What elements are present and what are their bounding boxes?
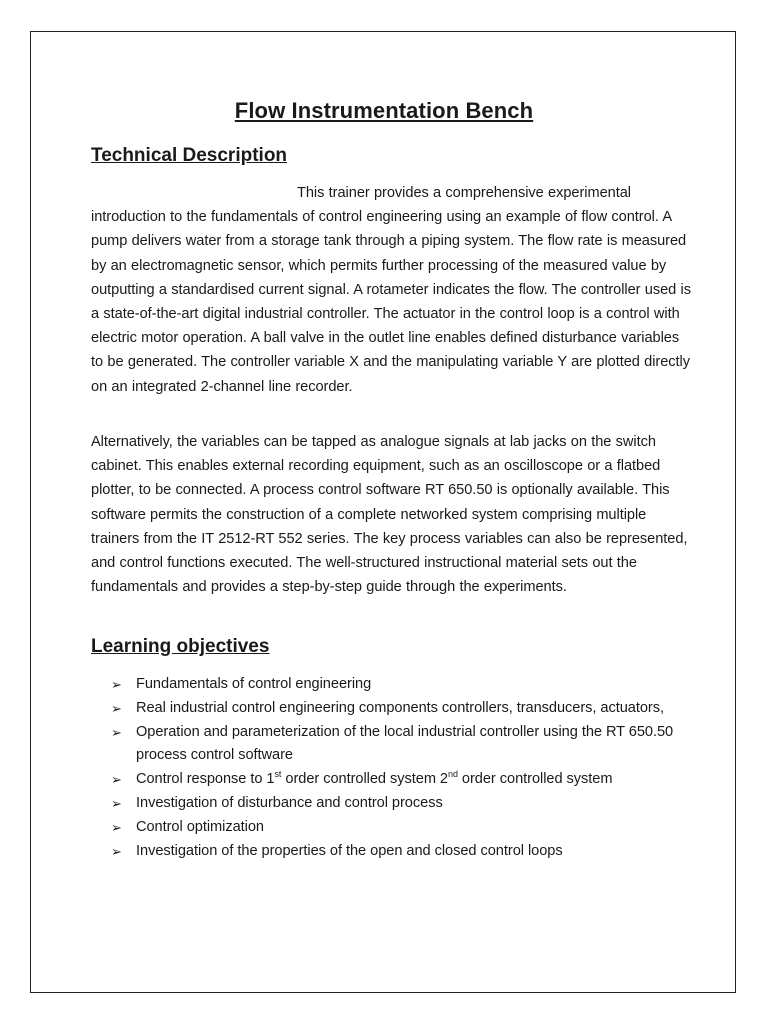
objective-item [111,697,701,721]
superscript-nd: nd [448,769,458,780]
technical-description-heading: Technical Description [91,145,288,166]
objective-text-part: order controlled system 2 [281,771,448,788]
arrowhead-bullet-icon: ➢ [111,819,122,835]
superscript-st: st [274,769,282,780]
learning-objectives-list [111,673,701,863]
objective-item [111,721,701,769]
description-paragraph-2: Alternatively, the variables can be tapped as analogue signals at lab jacks on the switch cabinet. This enables external recording equipment, such as an oscilloscope or a flatbed plotter, to be connected. A process control software RT 650.50 is optionally available. This software permits the construction of a complete networked system comprising multiple trainers from the IT 2512-RT 552 series. The key process variables can also be represented, and control functions executed. The well-structured instructional material sets out the fundamentals and provides a step-by-step guide through the experiments. [91,434,688,596]
document-title: Flow Instrumentation Bench [234,98,534,123]
objective-item [111,673,701,697]
objective-item [111,840,701,864]
objective-text-part: Control response to 1 [136,771,275,788]
description-paragraph-1: This trainer provides a comprehensive experimental introduction to the fundamentals of control engineering using an example of flow control. A pump delivers water from a storage tank through a piping system. The flow rate is measured by an electromagnetic sensor, which permits further processing of the measured value by outputting a standardised current signal. A rotameter indicates the flow. The controller used is a state-of-the-art digital industrial controller. The actuator in the control loop is a control with electric motor operation. A ball valve in the outlet line enables defined disturbance variables to be generated. The controller variable X and the manipulating variable Y are plotted directly on an integrated 2-channel line recorder. [91,185,691,395]
arrowhead-bullet-icon: ➢ [111,677,122,692]
learning-objectives-heading: Learning objectives [91,636,270,657]
objective-text: Investigation of disturbance and control process [136,794,443,811]
objective-text-control-response [136,771,612,787]
objective-item [111,816,701,840]
arrowhead-bullet-icon: ➢ [111,772,122,788]
objective-item [111,792,701,816]
objective-text: Fundamentals of control engineering [136,676,372,692]
objective-text: Operation and parameterization of the local industrial controller using the RT 650.50 process control software [136,723,674,764]
objective-text: Control optimization [136,818,264,835]
objective-text: Investigation of the properties of the open and closed control loops [136,842,563,859]
arrowhead-bullet-icon: ➢ [111,724,122,740]
arrowhead-bullet-icon: ➢ [111,700,122,716]
objective-text-part: order controlled system [457,771,613,788]
arrowhead-bullet-icon: ➢ [111,843,122,859]
objective-text: Real industrial control engineering components controllers, transducers, actuators, [136,699,664,716]
arrowhead-bullet-icon: ➢ [111,795,122,811]
objective-item [111,768,701,792]
